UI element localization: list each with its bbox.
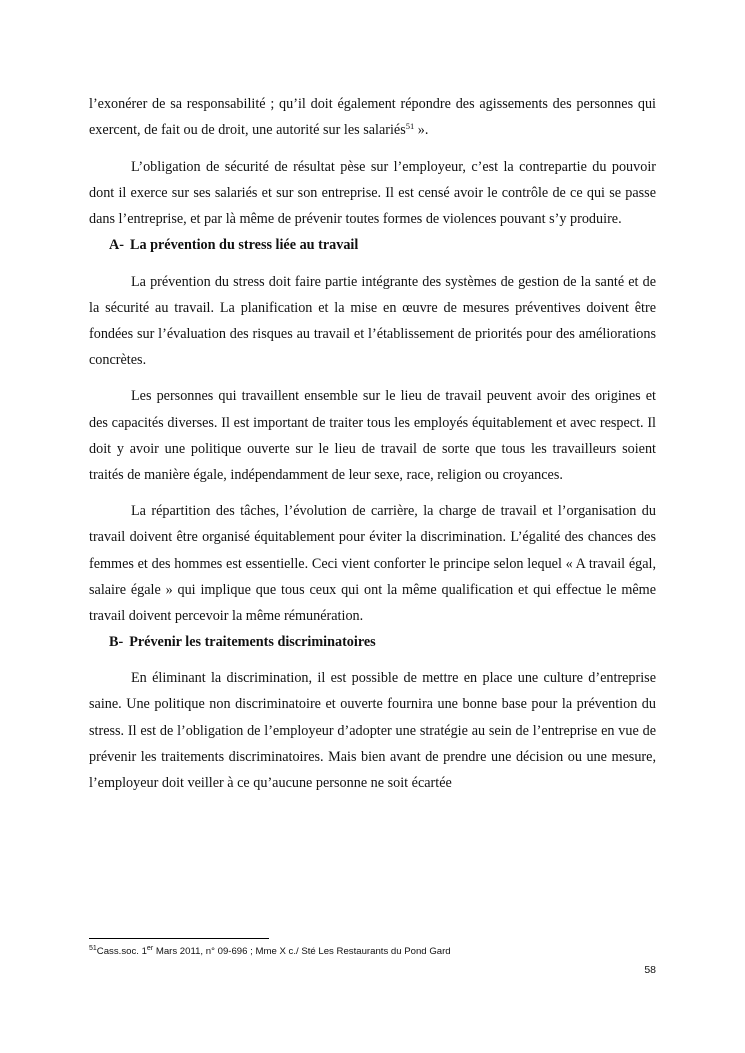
paragraph-continuation: l’exonérer de sa responsabilité ; qu’il doit également répondre des agissements des personnes qui exercent, de fait ou de droit, une autorité sur les salariés$^{51}$ ». [89, 96, 656, 139]
section-heading-b: B- Prévenir les traitements discriminatoires [109, 633, 376, 650]
footnote-number: 51 [89, 945, 97, 952]
section-heading-a: A- La prévention du stress liée au travail [109, 236, 359, 253]
paragraph-persons: Les personnes qui travaillent ensemble sur le lieu de travail peuvent avoir des origines et des capacités diverses. Il est important de traiter tous les employés équitablement et avec respect. Il doit y avoir une politique ouverte sur le lieu de travail de sorte que tous les travailleurs soient traités de manière égale, indépendamment de leur sexe, race, religion ou croyances. [89, 388, 656, 483]
footnote-separator [89, 938, 269, 939]
body-text [89, 91, 656, 796]
footnote-reference[interactable]: 51 [405, 121, 415, 132]
paragraph-prevention: La prévention du stress doit faire partie intégrante des systèmes de gestion de la santé et de la sécurité au travail. La planification et la mise en œuvre de mesures préventives doivent être fondées sur l’évaluation des risques au travail et l’établissement de priorités pour des améliorations concrètes. [89, 273, 656, 368]
paragraph-discrimination: En éliminant la discrimination, il est possible de mettre en place une culture d’entreprise saine. Une politique non discriminatoire et ouverte fournira une bonne base pour la prévention du stress. Il est de l’obligation de l’employeur d’adopter une stratégie au sein de l’entreprise en vue de prévenir les traitements discriminatoires. Mais bien avant de prendre une décision ou une mesure, l’employeur doit veiller à ce qu’aucune personne ne soit écartée [89, 670, 656, 791]
paragraph-repartition: La répartition des tâches, l’évolution de carrière, la charge de travail et l’organisation du travail doivent être organisé équitablement pour éviter la discrimination. L’égalité des chances des femmes et des hommes est essentielle. Ceci vient conforter le principe selon lequel « A travail égal, salaire égale » qui implique que tous ceux qui ont la même qualification et qui effectue le même travail doivent percevoir la même rémunération. [89, 503, 656, 624]
paragraph-obligation: L’obligation de sécurité de résultat pèse sur l’employeur, c’est la contrepartie du pouvoir dont il exerce sur ses salariés et sur son entreprise. Il est censé avoir le contrôle de ce qui se passe dans l’entreprise, et par là même de prévenir toutes formes de violences pouvant s’y produire. [89, 158, 656, 227]
footnote: $^{51}$Cass.soc. 1er Mars 2011, n° 09-696 ; Mme X c./ Sté Les Restaurants du Pond Gard [89, 945, 451, 957]
page-number: 58 [644, 964, 656, 976]
